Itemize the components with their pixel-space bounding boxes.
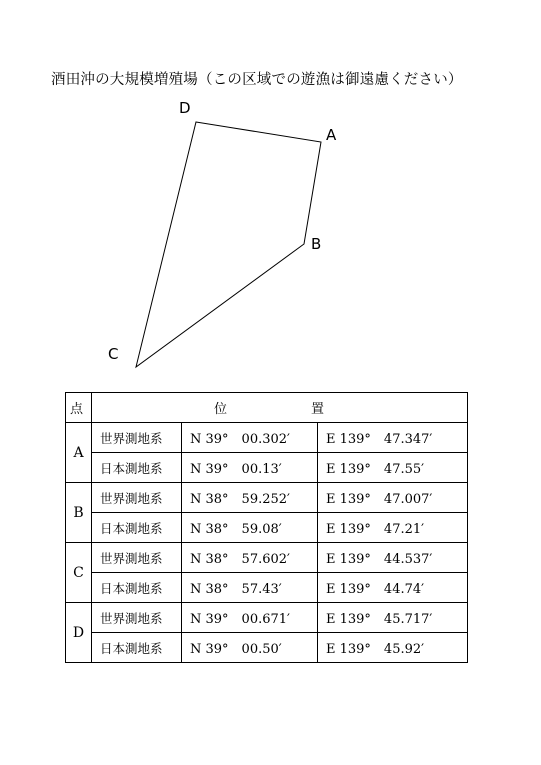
latitude: N 38° 59.252′ [182,483,318,513]
datum-system: 世界測地系 [92,423,182,453]
latitude: N 39° 00.302′ [182,423,318,453]
table-row [66,513,468,543]
header-position-char-1: 位 [214,402,228,417]
latitude: N 38° 57.602′ [182,543,318,573]
longitude: E 139° 45.92′ [318,633,468,663]
longitude: E 139° 47.347′ [318,423,468,453]
datum-system: 日本測地系 [92,453,182,483]
header-point: 点 [66,393,92,423]
table-header-row [66,393,468,423]
table-row [66,483,468,513]
longitude: E 139° 47.007′ [318,483,468,513]
table-row [66,603,468,633]
point-c: C [66,543,92,603]
header-position [92,393,468,423]
longitude: E 139° 47.55′ [318,453,468,483]
point-a: A [66,423,92,483]
latitude: N 39° 00.13′ [182,453,318,483]
datum-system: 世界測地系 [92,543,182,573]
vertex-label-c: C [108,345,119,363]
longitude: E 139° 45.717′ [318,603,468,633]
datum-system: 世界測地系 [92,483,182,513]
datum-system: 世界測地系 [92,603,182,633]
latitude: N 39° 00.50′ [182,633,318,663]
latitude: N 38° 59.08′ [182,513,318,543]
table-row [66,543,468,573]
datum-system: 日本測地系 [92,573,182,603]
table-row [66,633,468,663]
point-b: B [66,483,92,543]
header-position-char-2: 置 [311,402,325,417]
coordinates-table [65,392,468,663]
longitude: E 139° 44.74′ [318,573,468,603]
table-row [66,423,468,453]
vertex-label-b: B [311,235,322,253]
table-row [66,573,468,603]
longitude: E 139° 44.537′ [318,543,468,573]
latitude: N 38° 57.43′ [182,573,318,603]
vertex-label-a: A [326,126,337,144]
point-d: D [66,603,92,663]
document-title: 酒田沖の大規模増殖場（この区域での遊漁は御遠慮ください） [51,72,463,88]
datum-system: 日本測地系 [92,633,182,663]
area-outline [136,122,321,367]
latitude: N 39° 00.671′ [182,603,318,633]
longitude: E 139° 47.21′ [318,513,468,543]
datum-system: 日本測地系 [92,513,182,543]
table-row [66,453,468,483]
vertex-label-d: D [179,99,191,117]
